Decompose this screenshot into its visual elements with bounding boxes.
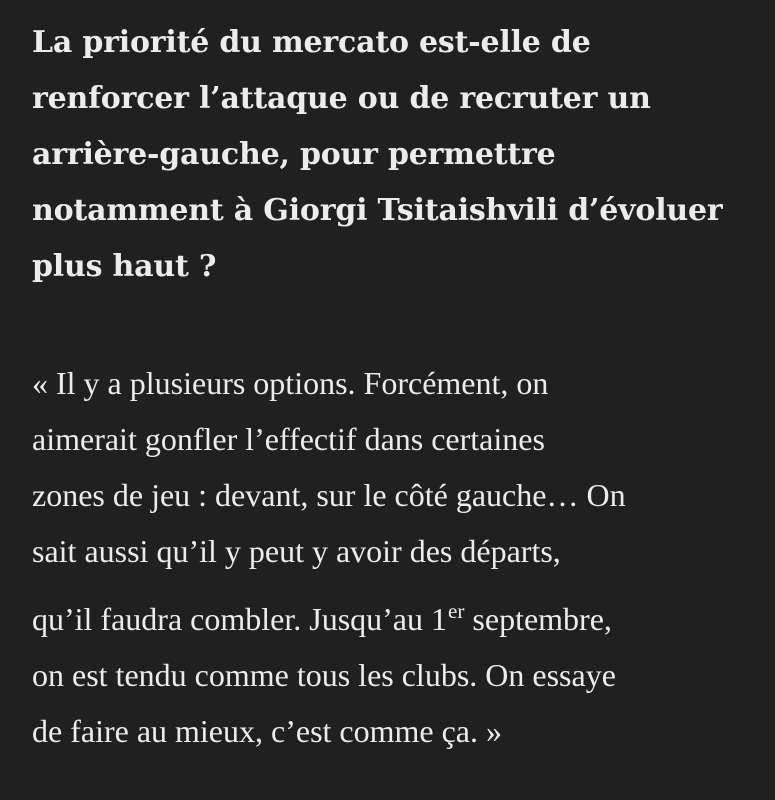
answer-line: de faire au mieux, c’est comme ça. » <box>32 713 502 749</box>
ordinal-superscript: er <box>448 599 465 624</box>
answer-line <box>32 590 612 648</box>
question-line: plus haut ? <box>32 249 217 284</box>
answer-line: on est tendu comme tous les clubs. On essaye <box>32 657 616 693</box>
answer-text: qu’il faudra combler. Jusqu’au 1 <box>32 601 447 637</box>
question-line: renforcer l’attaque ou de recruter un <box>32 81 651 116</box>
answer-line: aimerait gonfler l’effectif dans certaines <box>32 421 545 457</box>
answer-line: « Il y a plusieurs options. Forcément, on <box>32 365 549 401</box>
question-line: La priorité du mercato est-elle de <box>32 25 591 60</box>
answer-line: sait aussi qu’il y peut y avoir des départs, <box>32 533 561 569</box>
answer-text: septembre, <box>464 601 612 637</box>
question-line: notamment à Giorgi Tsitaishvili d’évoluer <box>32 193 723 228</box>
question-line: arrière-gauche, pour permettre <box>32 137 556 172</box>
answer-line: zones de jeu : devant, sur le côté gauche… On <box>32 477 626 513</box>
